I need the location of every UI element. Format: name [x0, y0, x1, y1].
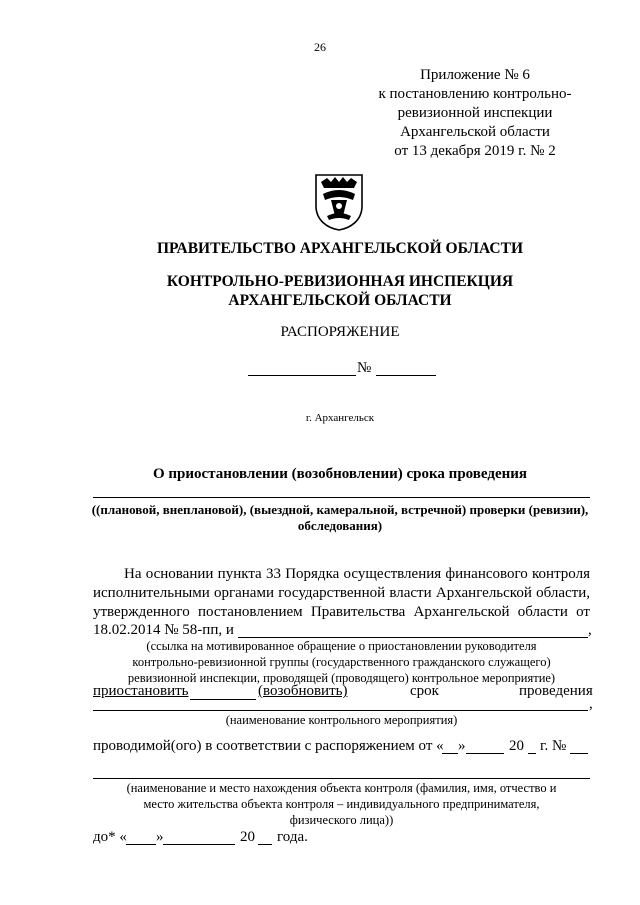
- order-month-line: [466, 753, 504, 754]
- appendix-line-5: от 13 декабря 2019 г. № 2: [394, 143, 556, 159]
- object-name-line: [93, 778, 590, 779]
- reference-blank-line: [238, 637, 588, 638]
- deadline-start: до* «: [93, 829, 127, 845]
- city-label: г. Архангельск: [305, 412, 375, 424]
- body-line-3: утвержденного постановлением Правительства Архангельской области от: [93, 604, 590, 620]
- term-word: срок: [410, 683, 439, 699]
- body-line-4: 18.02.2014 № 58-пп, и: [93, 622, 234, 638]
- order-year-prefix: 20: [509, 738, 524, 754]
- note-object-line-1: (наименование и место нахождения объекта контроля (фамилия, имя, отчество и: [126, 781, 557, 795]
- note-object-line-3: физического лица)): [289, 813, 394, 827]
- government-title: ПРАВИТЕЛЬСТВО АРХАНГЕЛЬСКОЙ ОБЛАСТИ: [156, 240, 523, 257]
- suspend-option: приостановить: [93, 683, 189, 699]
- event-name-comma: ,: [589, 696, 593, 712]
- resume-option: (возобновить): [258, 683, 348, 699]
- number-sign: №: [357, 360, 372, 376]
- deadline-day-line: [126, 844, 156, 845]
- title-rule: [93, 497, 590, 498]
- order-number-label: г. №: [540, 738, 567, 754]
- appendix-line-1: Приложение № 6: [420, 67, 530, 83]
- date-line: [248, 375, 356, 376]
- note-reference-line-3: ревизионной инспекции, проводящей (проводящего) контрольное мероприятие): [127, 671, 556, 685]
- number-line: [376, 375, 436, 376]
- note-reference-line-1: (ссылка на мотивированное обращение о приостановлении руководителя: [146, 639, 537, 653]
- event-name-line: [93, 710, 588, 711]
- suspend-resume-underline: [190, 699, 256, 700]
- order-day-close: »: [458, 738, 466, 754]
- deadline-month-line: [163, 844, 235, 845]
- conduct-word: проведения: [519, 683, 593, 699]
- note-reference-line-2: контрольно-ревизионной группы (государственного гражданского служащего): [132, 655, 551, 669]
- body-line-2: исполнительными органами государственной власти Архангельской области,: [93, 585, 590, 601]
- document-type: РАСПОРЯЖЕНИЕ: [280, 324, 400, 340]
- deadline-end: года.: [277, 829, 308, 845]
- order-number-line: [570, 753, 588, 754]
- note-event-name: (наименование контрольного мероприятия): [225, 713, 458, 727]
- appendix-line-3: ревизионной инспекции: [397, 105, 553, 121]
- appendix-line-2: к постановлению контрольно-: [378, 86, 572, 102]
- deadline-year-prefix: 20: [240, 829, 255, 845]
- order-day-line: [442, 753, 458, 754]
- page-number: 26: [314, 40, 326, 54]
- order-title-line-3: обследования): [297, 518, 383, 533]
- order-year-line: [528, 753, 536, 754]
- order-title-line-2: ((плановой, внеплановой), (выездной, камеральной, встречной) проверки (ревизии),: [91, 502, 589, 517]
- note-object-line-2: место жительства объекта контроля – индивидуального предпринимателя,: [143, 797, 540, 811]
- deadline-day-close: »: [156, 829, 164, 845]
- order-title-line-1: О приостановлении (возобновлении) срока проведения: [152, 466, 527, 482]
- body-line-1: На основании пункта 33 Порядка осуществления финансового контроля: [124, 566, 590, 582]
- coat-of-arms-icon: [313, 172, 365, 232]
- order-reference-start: проводимой(ого) в соответствии с распоряжением от «: [93, 738, 444, 754]
- inspection-title-line-2: АРХАНГЕЛЬСКОЙ ОБЛАСТИ: [228, 292, 452, 309]
- deadline-year-line: [258, 844, 272, 845]
- inspection-title-line-1: КОНТРОЛЬНО-РЕВИЗИОННАЯ ИНСПЕКЦИЯ: [166, 273, 514, 290]
- appendix-line-4: Архангельской области: [400, 124, 550, 140]
- body-line-4-comma: ,: [588, 622, 592, 638]
